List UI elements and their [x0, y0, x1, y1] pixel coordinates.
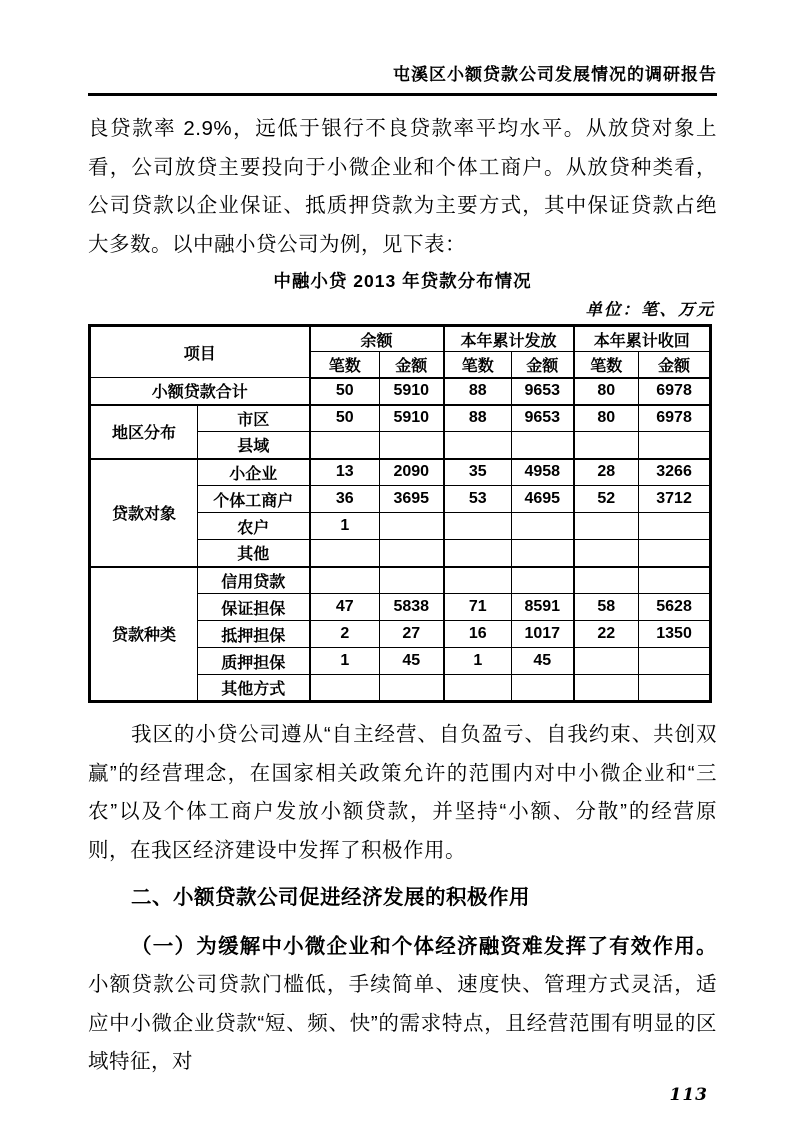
row-label-cell: 质押担保	[198, 648, 310, 675]
value-cell	[444, 540, 512, 567]
value-cell	[574, 648, 639, 675]
value-cell: 45	[512, 648, 574, 675]
value-cell: 35	[444, 459, 512, 486]
row-label-cell: 其他方式	[198, 675, 310, 702]
table-body	[90, 378, 711, 702]
header-group-recovered: 本年累计收回	[574, 326, 711, 352]
paragraph-3	[88, 928, 717, 1082]
row-label-cell: 县域	[198, 432, 310, 459]
value-cell	[310, 432, 380, 459]
value-cell: 2	[310, 621, 380, 648]
paragraph-3-rest: 小额贷款公司贷款门槛低，手续简单、速度快、管理方式灵活，适应中小微企业贷款“短、频、快”的需求特点，且经营范围有明显的区域特征，对	[88, 973, 717, 1073]
value-cell: 3266	[639, 459, 711, 486]
value-cell	[310, 675, 380, 702]
subheader-count: 笔数	[310, 352, 380, 378]
value-cell: 3712	[639, 486, 711, 513]
value-cell: 16	[444, 621, 512, 648]
table-row	[90, 378, 711, 405]
value-cell	[639, 675, 711, 702]
value-cell: 1	[310, 648, 380, 675]
value-cell	[380, 432, 444, 459]
header-group-balance: 余额	[310, 326, 444, 352]
value-cell: 28	[574, 459, 639, 486]
value-cell: 58	[574, 594, 639, 621]
value-cell	[574, 675, 639, 702]
value-cell	[380, 540, 444, 567]
value-cell: 5910	[380, 405, 444, 432]
row-label-cell: 个体工商户	[198, 486, 310, 513]
value-cell: 53	[444, 486, 512, 513]
value-cell	[574, 513, 639, 540]
table-unit-label: 单位：笔、万元	[585, 301, 715, 319]
value-cell: 88	[444, 405, 512, 432]
value-cell: 36	[310, 486, 380, 513]
row-label-cell: 保证担保	[198, 594, 310, 621]
subheader-amount: 金额	[639, 352, 711, 378]
value-cell: 13	[310, 459, 380, 486]
value-cell: 5838	[380, 594, 444, 621]
page-number: 113	[669, 1084, 708, 1105]
value-cell	[512, 513, 574, 540]
value-cell: 6978	[639, 378, 711, 405]
row-category-cell: 贷款对象	[90, 459, 198, 567]
value-cell: 1017	[512, 621, 574, 648]
value-cell	[512, 432, 574, 459]
row-label-cell: 信用贷款	[198, 567, 310, 594]
value-cell: 80	[574, 405, 639, 432]
value-cell	[444, 675, 512, 702]
value-cell	[512, 567, 574, 594]
value-cell	[639, 432, 711, 459]
table-header-row-groups	[90, 326, 711, 352]
value-cell: 4958	[512, 459, 574, 486]
row-label-cell: 抵押担保	[198, 621, 310, 648]
value-cell	[639, 540, 711, 567]
row-label-cell: 小企业	[198, 459, 310, 486]
value-cell	[380, 675, 444, 702]
section-heading: 二、小额贷款公司促进经济发展的积极作用	[131, 886, 531, 909]
value-cell: 50	[310, 405, 380, 432]
header-item-cell: 项目	[90, 326, 310, 378]
value-cell	[444, 432, 512, 459]
value-cell	[574, 432, 639, 459]
table-row	[90, 405, 711, 432]
subheader-count: 笔数	[574, 352, 639, 378]
value-cell	[639, 648, 711, 675]
value-cell: 50	[310, 378, 380, 405]
value-cell	[380, 567, 444, 594]
value-cell: 2090	[380, 459, 444, 486]
value-cell	[639, 567, 711, 594]
value-cell: 27	[380, 621, 444, 648]
value-cell: 71	[444, 594, 512, 621]
paragraph-3-bold-lead: （一）为缓解中小微企业和个体经济融资难发挥了有效作用。	[131, 934, 717, 958]
value-cell: 5910	[380, 378, 444, 405]
subheader-amount: 金额	[380, 352, 444, 378]
value-cell	[574, 567, 639, 594]
value-cell	[574, 540, 639, 567]
row-label-cell: 市区	[198, 405, 310, 432]
row-label-cell: 小额贷款合计	[90, 378, 310, 405]
row-label-cell: 其他	[198, 540, 310, 567]
value-cell: 9653	[512, 405, 574, 432]
header-group-issued: 本年累计发放	[444, 326, 574, 352]
value-cell	[444, 513, 512, 540]
table-row	[90, 567, 711, 594]
header-title: 屯溪区小额贷款公司发展情况的调研报告	[393, 65, 717, 84]
row-label-cell: 农户	[198, 513, 310, 540]
paragraph-2: 我区的小贷公司遵从“自主经营、自负盈亏、自我约束、共创双赢”的经营理念，在国家相关政策允许的范围内对中小微企业和“三农”以及个体工商户发放小额贷款，并坚持“小额、分散”的经营原则，在我区经济建设中发挥了积极作用。	[88, 723, 717, 862]
value-cell: 6978	[639, 405, 711, 432]
value-cell: 88	[444, 378, 512, 405]
value-cell: 1350	[639, 621, 711, 648]
loan-distribution-table	[88, 324, 712, 703]
page-header	[88, 60, 717, 96]
value-cell: 3695	[380, 486, 444, 513]
value-cell	[512, 540, 574, 567]
value-cell: 8591	[512, 594, 574, 621]
subheader-count: 笔数	[444, 352, 512, 378]
value-cell	[444, 567, 512, 594]
row-category-cell: 地区分布	[90, 405, 198, 459]
value-cell: 22	[574, 621, 639, 648]
value-cell: 1	[310, 513, 380, 540]
subheader-amount: 金额	[512, 352, 574, 378]
value-cell: 52	[574, 486, 639, 513]
table-header	[90, 326, 711, 378]
value-cell: 5628	[639, 594, 711, 621]
value-cell	[512, 675, 574, 702]
value-cell: 80	[574, 378, 639, 405]
value-cell: 4695	[512, 486, 574, 513]
value-cell: 1	[444, 648, 512, 675]
value-cell: 9653	[512, 378, 574, 405]
value-cell: 47	[310, 594, 380, 621]
value-cell	[380, 513, 444, 540]
table-row	[90, 459, 711, 486]
value-cell	[310, 567, 380, 594]
table-title: 中融小贷 2013 年贷款分布情况	[273, 271, 532, 291]
value-cell	[639, 513, 711, 540]
row-category-cell: 贷款种类	[90, 567, 198, 702]
paragraph-1: 良贷款率 2.9%，远低于银行不良贷款率平均水平。从放贷对象上看，公司放贷主要投向于小微企业和个体工商户。从放贷种类看，公司贷款以企业保证、抵质押贷款为主要方式，其中保证贷款占绝大多数。以中融小贷公司为例，见下表：	[88, 117, 717, 256]
value-cell	[310, 540, 380, 567]
value-cell: 45	[380, 648, 444, 675]
